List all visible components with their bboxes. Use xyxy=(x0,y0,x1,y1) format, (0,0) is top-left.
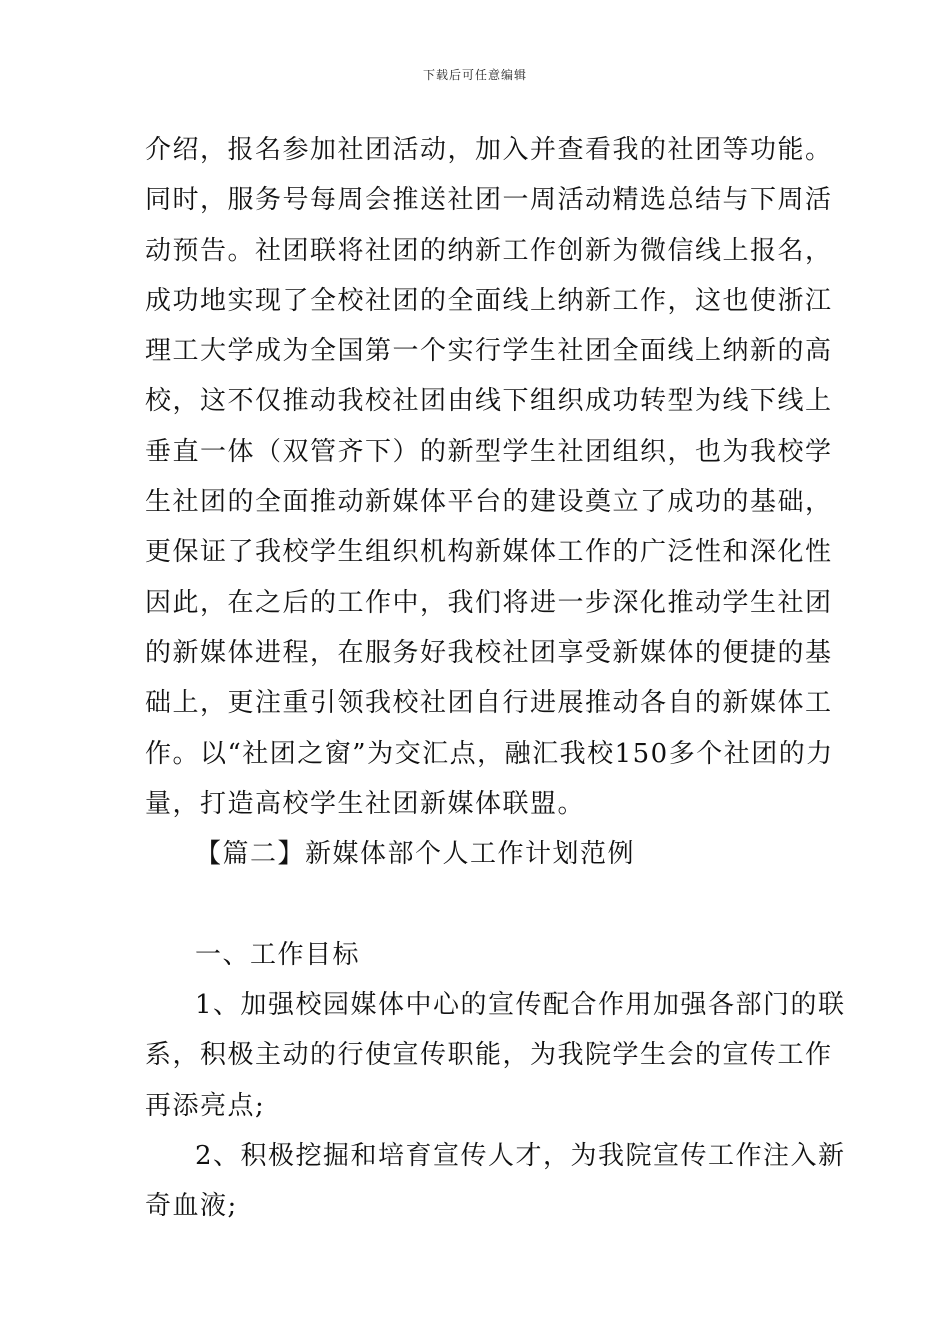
paragraph-line: 校，这不仅推动我校社团由线下组织成功转型为线下线上 xyxy=(145,386,833,417)
paragraph-line: 介绍，报名参加社团活动，加入并查看我的社团等功能。 xyxy=(145,135,833,165)
paragraph-line: 生社团的全面推动新媒体平台的建设奠立了成功的基础， xyxy=(145,487,833,518)
paragraph-line: 成功地实现了全校社团的全面线上纳新工作，这也使浙江 xyxy=(145,285,833,316)
list-item-line: 2、积极挖掘和培育宣传人才，为我院宣传工作注入新 xyxy=(195,1140,846,1171)
list-item-line: 1、加强校园媒体中心的宣传配合作用加强各部门的联 xyxy=(195,990,846,1021)
paragraph-line: 作。以“社团之窗”为交汇点，融汇我校150多个社团的力 xyxy=(145,738,834,769)
header-note: 下载后可任意编辑 xyxy=(422,68,527,82)
paragraph-line: 因此，在之后的工作中，我们将进一步深化推动学生社团 xyxy=(145,587,833,618)
section-heading: 【篇二】新媒体部个人工作计划范例 xyxy=(195,839,636,870)
paragraph-line: 量，打造高校学生社团新媒体联盟。 xyxy=(145,788,586,819)
paragraph-line: 更保证了我校学生组织机构新媒体工作的广泛性和深化性 xyxy=(145,537,833,568)
paragraph-line: 理工大学成为全国第一个实行学生社团全面线上纳新的高 xyxy=(145,336,833,367)
paragraph-line: 垂直一体（双管齐下）的新型学生社团组织，也为我校学 xyxy=(145,436,833,467)
list-item-line: 系，积极主动的行使宣传职能，为我院学生会的宣传工作 xyxy=(145,1040,833,1071)
blank-line xyxy=(145,879,813,929)
list-item-line: 奇血液; xyxy=(145,1191,238,1222)
paragraph-line: 础上，更注重引领我校社团自行进展推动各自的新媒体工 xyxy=(145,688,833,719)
document-body xyxy=(145,125,846,1232)
subsection-heading: 一、工作目标 xyxy=(195,939,361,970)
paragraph-line: 的新媒体进程，在服务好我校社团享受新媒体的便捷的基 xyxy=(145,637,833,668)
paragraph-line: 同时，服务号每周会推送社团一周活动精选总结与下周活 xyxy=(145,185,833,216)
list-item-line: 再添亮点; xyxy=(145,1090,266,1121)
paragraph-line: 动预告。社团联将社团的纳新工作创新为微信线上报名， xyxy=(145,235,833,266)
